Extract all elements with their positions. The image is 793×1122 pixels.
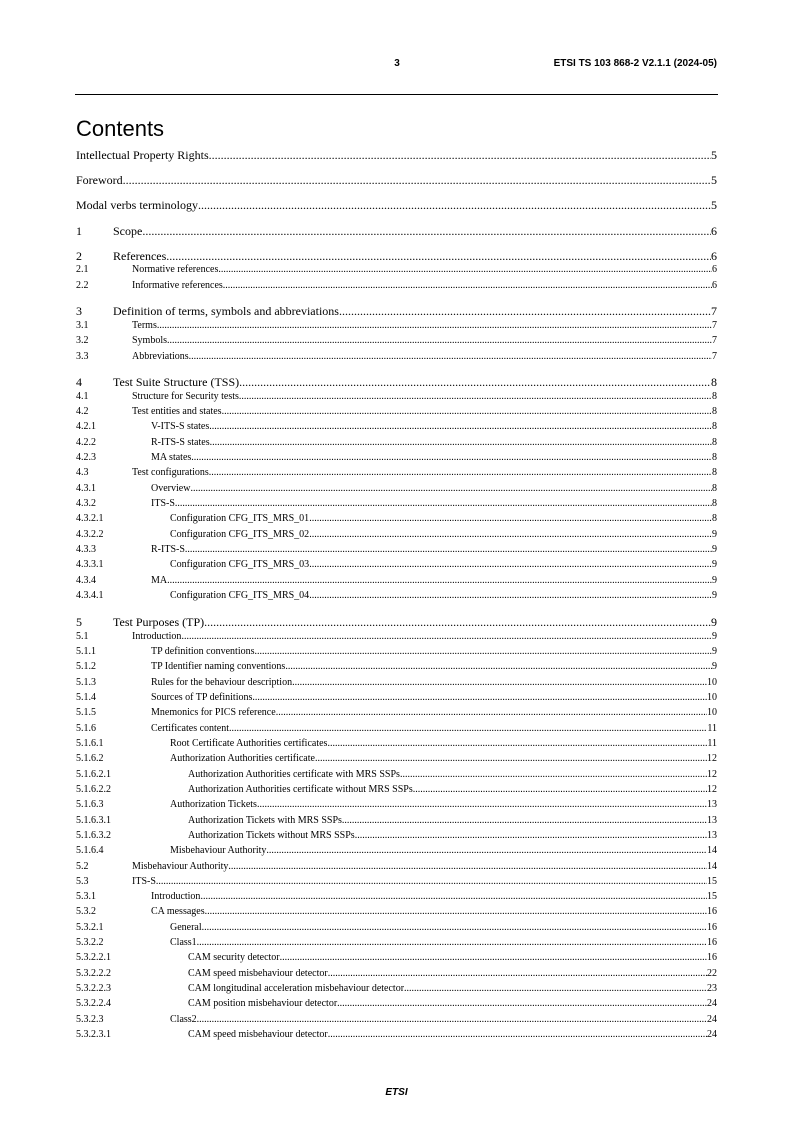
toc-entry-title: V-ITS-S states xyxy=(151,421,210,432)
toc-entry-title: Test Suite Structure (TSS) xyxy=(113,375,240,389)
toc-dot-leader xyxy=(337,998,707,1009)
toc-entry-page: 22 xyxy=(707,968,717,979)
toc-entry-title: Abbreviations xyxy=(132,351,189,362)
toc-entry-title: Certificates content xyxy=(151,723,230,734)
toc-dot-leader xyxy=(342,815,707,826)
toc-entry[interactable] xyxy=(76,937,717,951)
toc-dot-leader xyxy=(229,723,707,734)
toc-entry-page: 14 xyxy=(707,845,717,856)
toc-entry[interactable] xyxy=(76,845,717,859)
toc-entry-title: Modal verbs terminology xyxy=(76,198,198,212)
toc-dot-leader xyxy=(404,983,707,994)
toc-entry-number: 4.2.3 xyxy=(76,452,96,463)
toc-entry-title: Authorization Tickets without MRS SSPs xyxy=(188,830,355,841)
toc-entry-title: Configuration CFG_ITS_MRS_01 xyxy=(170,513,310,524)
toc-entry-title: Test entities and states xyxy=(132,406,222,417)
toc-entry-number: 5.3.1 xyxy=(76,891,96,902)
toc-dot-leader xyxy=(252,692,707,703)
toc-dot-leader xyxy=(355,830,707,841)
toc-entry[interactable] xyxy=(76,198,717,212)
toc-entry-page: 11 xyxy=(707,723,717,734)
toc-dot-leader xyxy=(198,198,711,213)
toc-entry-title: Structure for Security tests xyxy=(132,391,239,402)
toc-entry-page: 10 xyxy=(707,707,717,718)
toc-entry-title: Misbehaviour Authority xyxy=(132,861,229,872)
toc-entry-page: 6 xyxy=(712,280,717,291)
toc-entry-page: 10 xyxy=(707,677,717,688)
toc-entry-page: 23 xyxy=(707,983,717,994)
toc-entry-title: MA states xyxy=(151,452,192,463)
toc-entry[interactable] xyxy=(76,335,717,349)
toc-entry-page: 7 xyxy=(712,320,717,331)
toc-dot-leader xyxy=(123,173,711,188)
toc-entry-title: CAM position misbehaviour detector xyxy=(188,998,338,1009)
toc-dot-leader xyxy=(157,320,712,331)
toc-entry-title: R-ITS-S states xyxy=(151,437,210,448)
toc-entry[interactable] xyxy=(76,738,717,752)
toc-entry-number: 2.2 xyxy=(76,280,89,291)
toc-entry-page: 16 xyxy=(707,906,717,917)
toc-entry-page: 13 xyxy=(707,830,717,841)
toc-entry-title: Definition of terms, symbols and abbreviations xyxy=(113,304,339,318)
toc-entry[interactable] xyxy=(76,452,717,466)
toc-dot-leader xyxy=(175,498,712,509)
toc-entry-number: 2 xyxy=(76,249,82,263)
toc-entry-number: 5.3.2.2.1 xyxy=(76,952,111,963)
toc-dot-leader xyxy=(413,784,707,795)
toc-entry-page: 9 xyxy=(712,575,717,586)
toc-entry[interactable] xyxy=(76,421,717,435)
document-id: ETSI TS 103 868-2 V2.1.1 (2024-05) xyxy=(553,58,717,69)
toc-entry[interactable] xyxy=(76,876,717,890)
toc-entry[interactable] xyxy=(76,320,717,334)
toc-entry[interactable] xyxy=(76,661,717,675)
toc-entry-title: TP definition conventions xyxy=(151,646,255,657)
page-number: 3 xyxy=(394,58,400,69)
toc-entry-page: 24 xyxy=(707,1014,717,1025)
toc-dot-leader xyxy=(328,1029,707,1040)
toc-dot-leader xyxy=(142,224,711,239)
toc-entry-title: Mnemonics for PICS reference xyxy=(151,707,276,718)
toc-entry[interactable] xyxy=(76,906,717,920)
toc-entry-number: 5.1.6.2 xyxy=(76,753,104,764)
toc-entry-number: 5.1.5 xyxy=(76,707,96,718)
toc-dot-leader xyxy=(315,753,707,764)
toc-entry-title: CA messages xyxy=(151,906,205,917)
toc-entry[interactable] xyxy=(76,391,717,405)
toc-entry-number: 5.1.6.1 xyxy=(76,738,104,749)
toc-entry[interactable] xyxy=(76,498,717,512)
toc-entry-number: 4.3.1 xyxy=(76,483,96,494)
toc-entry-page: 13 xyxy=(707,815,717,826)
toc-entry-page: 5 xyxy=(711,148,717,162)
toc-entry-number: 5.3.2.1 xyxy=(76,922,104,933)
toc-entry-number: 5.1.6 xyxy=(76,723,96,734)
toc-entry-title: Authorization Authorities certificate with MRS SSPs xyxy=(188,769,400,780)
toc-entry-number: 5 xyxy=(76,615,82,629)
toc-dot-leader xyxy=(222,406,712,417)
toc-entry[interactable] xyxy=(76,1014,717,1028)
toc-entry-title: CAM speed misbehaviour detector xyxy=(188,968,328,979)
toc-entry[interactable] xyxy=(76,983,717,997)
toc-entry[interactable] xyxy=(76,280,717,294)
toc-entry-number: 2.1 xyxy=(76,264,89,275)
toc-entry-page: 8 xyxy=(712,498,717,509)
toc-dot-leader xyxy=(181,631,712,642)
toc-entry-number: 4.3.3.1 xyxy=(76,559,104,570)
toc-entry-page: 7 xyxy=(712,335,717,346)
toc-entry-page: 8 xyxy=(712,406,717,417)
toc-entry-number: 5.3.2.2.4 xyxy=(76,998,111,1009)
toc-entry-number: 5.3.2 xyxy=(76,906,96,917)
toc-entry-number: 4.3.3 xyxy=(76,544,96,555)
toc-entry[interactable] xyxy=(76,769,717,783)
toc-entry-number: 5.1.6.2.1 xyxy=(76,769,111,780)
toc-dot-leader xyxy=(204,615,711,630)
toc-entry-page: 7 xyxy=(712,351,717,362)
toc-entry-title: Terms xyxy=(132,320,157,331)
toc-entry-title: Misbehaviour Authority xyxy=(170,845,267,856)
toc-entry-title: TP Identifier naming conventions xyxy=(151,661,286,672)
toc-entry[interactable] xyxy=(76,1029,717,1043)
toc-entry-title: Introduction xyxy=(132,631,182,642)
toc-entry[interactable] xyxy=(76,467,717,481)
toc-entry-number: 3.3 xyxy=(76,351,89,362)
toc-dot-leader xyxy=(209,148,711,163)
toc-entry-title: Configuration CFG_ITS_MRS_03 xyxy=(170,559,310,570)
toc-dot-leader xyxy=(239,391,712,402)
toc-dot-leader xyxy=(202,922,707,933)
toc-entry[interactable] xyxy=(76,559,717,573)
toc-entry-title: Configuration CFG_ITS_MRS_02 xyxy=(170,529,310,540)
toc-entry-page: 6 xyxy=(711,249,717,263)
toc-dot-leader xyxy=(218,264,712,275)
toc-entry-page: 6 xyxy=(712,264,717,275)
toc-entry[interactable] xyxy=(76,922,717,936)
toc-entry-title: Introduction xyxy=(151,891,201,902)
toc-entry[interactable] xyxy=(76,784,717,798)
toc-entry-page: 12 xyxy=(707,769,717,780)
toc-entry-number: 4.2.1 xyxy=(76,421,96,432)
toc-entry[interactable] xyxy=(76,615,717,629)
toc-entry-title: Foreword xyxy=(76,173,123,187)
toc-entry-number: 5.3 xyxy=(76,876,89,887)
toc-entry-page: 9 xyxy=(712,544,717,555)
toc-entry-page: 5 xyxy=(711,198,717,212)
toc-entry-title: Authorization Authorities certificate without MRS SSPs xyxy=(188,784,413,795)
toc-entry-page: 6 xyxy=(711,224,717,238)
toc-entry[interactable] xyxy=(76,249,717,263)
toc-entry-title: Authorization Tickets xyxy=(170,799,257,810)
toc-entry[interactable] xyxy=(76,575,717,589)
toc-dot-leader xyxy=(327,738,707,749)
toc-entry[interactable] xyxy=(76,677,717,691)
toc-entry-number: 5.3.2.2.3 xyxy=(76,983,111,994)
toc-entry[interactable] xyxy=(76,173,717,187)
toc-entry[interactable] xyxy=(76,631,717,645)
toc-entry-title: Class2 xyxy=(170,1014,197,1025)
toc-entry[interactable] xyxy=(76,707,717,721)
toc-entry-title: Authorization Tickets with MRS SSPs xyxy=(188,815,342,826)
toc-entry-page: 16 xyxy=(707,937,717,948)
toc-entry-number: 3 xyxy=(76,304,82,318)
toc-entry-number: 5.1.2 xyxy=(76,661,96,672)
toc-entry-title: Intellectual Property Rights xyxy=(76,148,209,162)
toc-entry[interactable] xyxy=(76,437,717,451)
toc-dot-leader xyxy=(339,304,711,319)
toc-entry-page: 12 xyxy=(707,753,717,764)
toc-dot-leader xyxy=(223,280,712,291)
toc-entry-page: 8 xyxy=(712,421,717,432)
toc-entry[interactable] xyxy=(76,861,717,875)
toc-dot-leader xyxy=(309,590,712,601)
toc-dot-leader xyxy=(328,968,707,979)
toc-dot-leader xyxy=(189,351,712,362)
toc-entry-title: Scope xyxy=(113,224,143,238)
toc-dot-leader xyxy=(197,1014,707,1025)
toc-dot-leader xyxy=(191,452,712,463)
toc-entry[interactable] xyxy=(76,799,717,813)
toc-entry-number: 4.3.2.1 xyxy=(76,513,104,524)
toc-dot-leader xyxy=(205,906,707,917)
toc-entry-title: Class1 xyxy=(170,937,197,948)
page-title: Contents xyxy=(76,115,165,141)
toc-entry-number: 4.2 xyxy=(76,406,89,417)
toc-entry-page: 10 xyxy=(707,692,717,703)
toc-entry-title: Test Purposes (TP) xyxy=(113,615,205,629)
toc-entry[interactable] xyxy=(76,224,717,238)
toc-dot-leader xyxy=(197,937,707,948)
toc-entry-title: Overview xyxy=(151,483,191,494)
toc-entry-number: 5.1.6.3.1 xyxy=(76,815,111,826)
toc-entry-page: 8 xyxy=(712,452,717,463)
toc-entry-title: R-ITS-S xyxy=(151,544,185,555)
toc-entry-number: 5.1.4 xyxy=(76,692,96,703)
toc-entry[interactable] xyxy=(76,830,717,844)
toc-entry-page: 24 xyxy=(707,1029,717,1040)
toc-dot-leader xyxy=(228,861,707,872)
toc-entry-title: CAM longitudinal acceleration misbehaviour detector xyxy=(188,983,405,994)
toc-entry-number: 4.1 xyxy=(76,391,89,402)
toc-entry-number: 4 xyxy=(76,375,82,389)
toc-dot-leader xyxy=(309,529,712,540)
toc-entry[interactable] xyxy=(76,304,717,318)
toc-entry[interactable] xyxy=(76,406,717,420)
toc-entry-page: 9 xyxy=(712,646,717,657)
toc-dot-leader xyxy=(167,335,712,346)
toc-entry-page: 11 xyxy=(707,738,717,749)
toc-dot-leader xyxy=(209,421,712,432)
toc-entry[interactable] xyxy=(76,723,717,737)
toc-dot-leader xyxy=(239,375,711,390)
toc-entry-page: 9 xyxy=(712,590,717,601)
toc-entry-number: 5.3.2.2.2 xyxy=(76,968,111,979)
toc-entry-page: 9 xyxy=(712,529,717,540)
toc-entry-page: 16 xyxy=(707,952,717,963)
toc-entry-number: 5.2 xyxy=(76,861,89,872)
toc-entry-title: General xyxy=(170,922,202,933)
toc-dot-leader xyxy=(209,467,712,478)
toc-entry-number: 5.1.6.3 xyxy=(76,799,104,810)
toc-entry-number: 5.3.2.2 xyxy=(76,937,104,948)
toc-dot-leader xyxy=(309,513,712,524)
toc-entry-number: 4.3.2 xyxy=(76,498,96,509)
toc-entry-page: 14 xyxy=(707,861,717,872)
toc-entry-title: Symbols xyxy=(132,335,168,346)
toc-entry-page: 24 xyxy=(707,998,717,1009)
toc-dot-leader xyxy=(255,646,712,657)
toc-entry-page: 5 xyxy=(711,173,717,187)
toc-entry-title: Configuration CFG_ITS_MRS_04 xyxy=(170,590,310,601)
toc-entry-page: 15 xyxy=(707,876,717,887)
toc-entry[interactable] xyxy=(76,998,717,1012)
toc-entry-page: 13 xyxy=(707,799,717,810)
toc-dot-leader xyxy=(400,769,707,780)
toc-entry-title: Normative references xyxy=(132,264,219,275)
toc-entry-page: 8 xyxy=(712,391,717,402)
toc-entry-page: 8 xyxy=(711,375,717,389)
toc-entry-title: CAM security detector xyxy=(188,952,280,963)
toc-entry[interactable] xyxy=(76,148,717,162)
toc-entry-page: 9 xyxy=(712,661,717,672)
toc-entry-page: 9 xyxy=(712,631,717,642)
toc-dot-leader xyxy=(292,677,707,688)
toc-entry-title: Informative references xyxy=(132,280,223,291)
toc-entry[interactable] xyxy=(76,646,717,660)
toc-entry-number: 5.1.6.3.2 xyxy=(76,830,111,841)
toc-entry[interactable] xyxy=(76,952,717,966)
toc-dot-leader xyxy=(167,575,712,586)
toc-entry-title: References xyxy=(113,249,167,263)
toc-entry-page: 12 xyxy=(707,784,717,795)
toc-entry-title: Authorization Authorities certificate xyxy=(170,753,315,764)
toc-entry-number: 3.1 xyxy=(76,320,89,331)
toc-dot-leader xyxy=(276,707,707,718)
toc-dot-leader xyxy=(200,891,707,902)
toc-entry[interactable] xyxy=(76,483,717,497)
toc-entry[interactable] xyxy=(76,968,717,982)
toc-dot-leader xyxy=(156,876,707,887)
toc-entry-page: 8 xyxy=(712,513,717,524)
toc-dot-leader xyxy=(309,559,712,570)
toc-entry-page: 9 xyxy=(711,615,717,629)
toc-entry-number: 4.3 xyxy=(76,467,89,478)
toc-entry[interactable] xyxy=(76,375,717,389)
toc-entry-page: 7 xyxy=(711,304,717,318)
toc-entry-title: CAM speed misbehaviour detector xyxy=(188,1029,328,1040)
toc-entry-number: 4.3.4.1 xyxy=(76,590,104,601)
toc-entry-number: 5.1.3 xyxy=(76,677,96,688)
toc-dot-leader xyxy=(257,799,707,810)
toc-entry-title: Rules for the behaviour description xyxy=(151,677,293,688)
toc-entry-page: 8 xyxy=(712,483,717,494)
toc-entry-title: Root Certificate Authorities certificates xyxy=(170,738,328,749)
toc-dot-leader xyxy=(280,952,707,963)
toc-entry[interactable] xyxy=(76,692,717,706)
toc-entry-title: Sources of TP definitions xyxy=(151,692,253,703)
toc-entry-number: 4.2.2 xyxy=(76,437,96,448)
toc-entry-number: 1 xyxy=(76,224,82,238)
toc-entry-page: 9 xyxy=(712,559,717,570)
toc-entry-number: 5.3.2.3.1 xyxy=(76,1029,111,1040)
toc-entry[interactable] xyxy=(76,753,717,767)
toc-entry-title: ITS-S xyxy=(151,498,175,509)
toc-entry-number: 5.1.6.2.2 xyxy=(76,784,111,795)
footer-publisher: ETSI xyxy=(385,1087,408,1098)
toc-entry-page: 16 xyxy=(707,922,717,933)
toc-entry-number: 4.3.4 xyxy=(76,575,96,586)
toc-entry-number: 5.1 xyxy=(76,631,89,642)
toc-dot-leader xyxy=(166,249,711,264)
toc-entry[interactable] xyxy=(76,590,717,604)
toc-dot-leader xyxy=(190,483,712,494)
toc-entry-number: 5.3.2.3 xyxy=(76,1014,104,1025)
toc-entry[interactable] xyxy=(76,513,717,527)
toc-entry-number: 5.1.6.4 xyxy=(76,845,104,856)
toc-dot-leader xyxy=(266,845,707,856)
toc-entry-title: Test configurations xyxy=(132,467,209,478)
toc-entry[interactable] xyxy=(76,351,717,365)
toc-entry-page: 8 xyxy=(712,467,717,478)
toc-entry[interactable] xyxy=(76,529,717,543)
toc-entry-number: 3.2 xyxy=(76,335,89,346)
toc-entry-number: 4.3.2.2 xyxy=(76,529,104,540)
toc-entry[interactable] xyxy=(76,891,717,905)
toc-dot-leader xyxy=(285,661,712,672)
toc-entry-title: MA xyxy=(151,575,168,586)
toc-entry-number: 5.1.1 xyxy=(76,646,96,657)
toc-dot-leader xyxy=(185,544,712,555)
toc-entry[interactable] xyxy=(76,815,717,829)
toc-entry-page: 15 xyxy=(707,891,717,902)
toc-dot-leader xyxy=(210,437,712,448)
toc-entry-page: 8 xyxy=(712,437,717,448)
toc-entry-title: ITS-S xyxy=(132,876,156,887)
toc-entry[interactable] xyxy=(76,264,717,278)
toc-entry[interactable] xyxy=(76,544,717,558)
